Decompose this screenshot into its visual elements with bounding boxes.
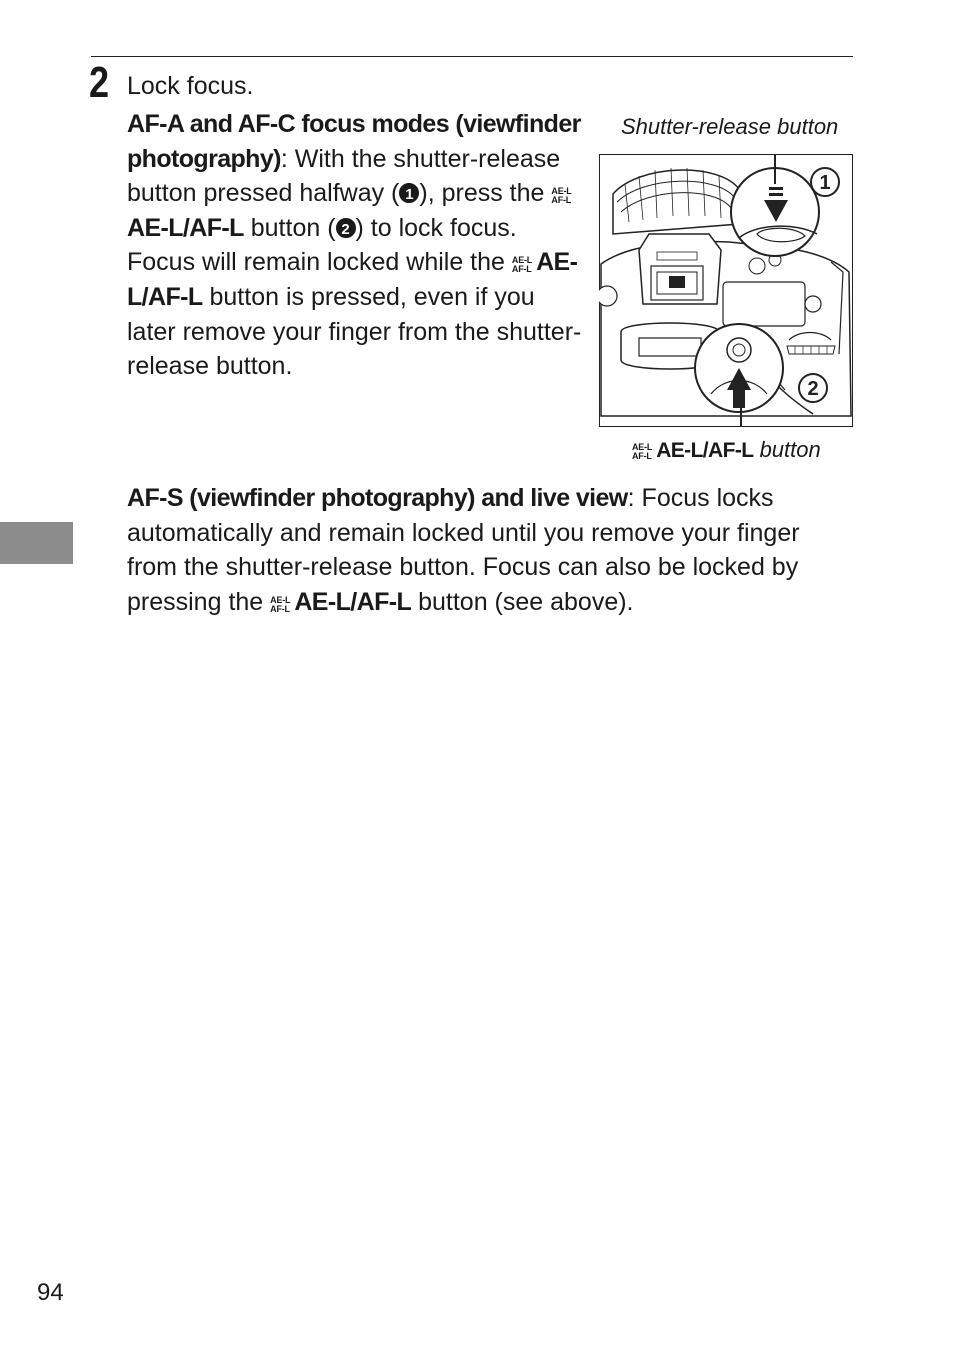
step-title: Lock focus. — [127, 72, 254, 100]
ae-l-af-l-icon: AE-L AF-L — [511, 255, 533, 275]
section2-text-b: button (see above). — [411, 587, 634, 616]
ae-l-af-l-icon: AE-L AF-L — [551, 186, 572, 206]
shutter-release-caption: Shutter-release button — [621, 114, 839, 139]
camera-illustration — [599, 154, 853, 427]
section1-heading: AF-A and AF-C focus modes (viewfinder photography) — [127, 110, 581, 173]
section2-button-name: AE-L/AF-L — [294, 587, 412, 616]
section1-text-d: ) to lock focus. Focus will remain locked while the — [127, 213, 517, 277]
section1-text-c: button ( — [243, 213, 336, 242]
page-number: 94 — [37, 1279, 64, 1306]
section1-text-e: button is pressed, even if you later remove your finger from the shutter-release button. — [127, 282, 582, 381]
ae-l-af-l-caption — [632, 437, 821, 463]
caption-button-suffix: button — [753, 437, 821, 462]
step-marker-2: 2 — [336, 218, 356, 238]
camera-drawing — [599, 154, 853, 427]
ae-l-af-l-icon: AE-L AF-L — [270, 594, 291, 614]
af-a-af-c-paragraph — [127, 107, 587, 384]
callout-2: 2 — [807, 378, 819, 400]
step-marker-1: 1 — [399, 183, 419, 203]
chapter-side-tab — [0, 522, 73, 564]
section2-text-a: : Focus locks automatically and remain locked until you remove your finger from the shutter-release button. Focus can also be locked by pressing the — [127, 484, 800, 616]
ae-l-button-name: AE-L/AF-L — [127, 213, 244, 242]
caption-button-name: AE-L/AF-L — [656, 439, 754, 462]
step-number: 2 — [89, 58, 110, 107]
ae-l-af-l-icon: AE-L AF-L — [632, 442, 653, 461]
callout-1: 1 — [819, 172, 831, 194]
section1-text-b: ), press the — [419, 179, 552, 208]
ae-l-button-name: AE-L/AF-L — [127, 248, 578, 311]
af-s-paragraph — [127, 481, 827, 619]
section1-text-a: : With the shutter-release button pressed halfway ( — [127, 144, 561, 208]
top-rule — [91, 56, 853, 57]
section2-heading: AF-S (viewfinder photography) and live view — [127, 484, 628, 512]
